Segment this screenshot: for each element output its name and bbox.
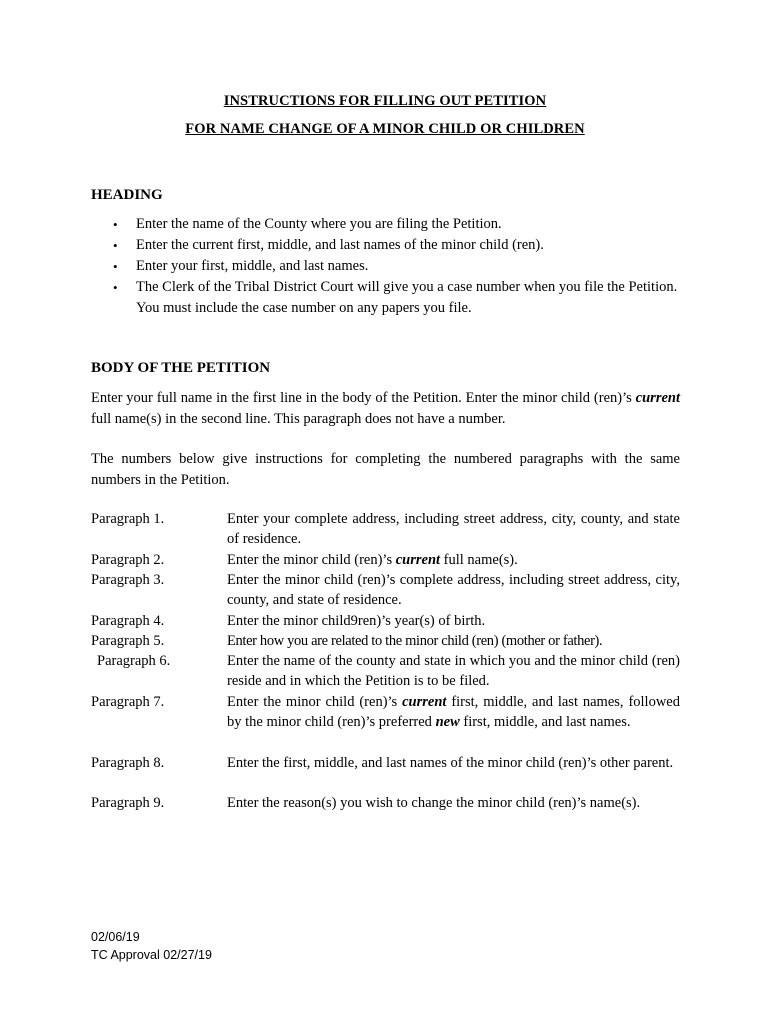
bullet-icon: • [113, 259, 118, 274]
paragraph-instruction: Enter the minor child9ren)’s year(s) of birth. [227, 612, 486, 629]
paragraph-label: Paragraph 3. [91, 571, 165, 588]
footer-approval: TC Approval 02/27/19 [91, 948, 212, 962]
paragraph-label: Paragraph 1. [91, 511, 165, 527]
body-section-title: BODY OF THE PETITION [91, 360, 271, 376]
paragraph-instruction-middle: first, middle, and last names, followed by the minor child (ren)’s preferred [227, 693, 680, 730]
document-title-line-1: INSTRUCTIONS FOR FILLING OUT PETITION [223, 93, 547, 109]
paragraph-instruction: Enter how you are related to the minor child (ren) (mother or father). [227, 632, 603, 649]
list-item-text: Enter your first, middle, and last names. [136, 258, 369, 274]
paragraph-label: Paragraph 2. [91, 551, 165, 568]
paragraph-label: Paragraph 8. [91, 754, 165, 771]
list-item-text: Enter the current first, middle, and last names of the minor child (ren). [136, 237, 544, 253]
heading-section-title: HEADING [91, 187, 163, 203]
document-title-line-2: FOR NAME CHANGE OF A MINOR CHILD OR CHILDREN [185, 121, 585, 137]
paragraph-instruction-emphasis-new: new [435, 713, 460, 730]
bullet-icon: • [113, 238, 118, 253]
bullet-icon: • [113, 217, 118, 232]
bullet-icon: • [113, 280, 118, 295]
body-intro-paragraph [91, 388, 680, 429]
paragraph-instruction-end: first, middle, and last names. [459, 713, 631, 730]
paragraph-instruction-end: full name(s). [440, 551, 518, 568]
paragraph-instruction-start: Enter the minor child (ren)’s [227, 693, 403, 710]
paragraph-label: Paragraph 5. [91, 632, 165, 649]
paragraph-label: Paragraph 4. [91, 612, 165, 629]
body-intro-emphasis: current [635, 390, 680, 406]
list-item [91, 235, 681, 256]
body-intro-text-start: Enter your full name in the first line in the body of the Petition. Enter the minor child (ren)’s [91, 390, 636, 406]
heading-instructions-list [91, 214, 681, 319]
paragraph-instruction [227, 550, 680, 570]
footer-date: 02/06/19 [91, 930, 140, 944]
paragraph-instruction: Enter your complete address, including street address, city, county, and state of residence. [227, 511, 680, 548]
paragraph-instruction-emphasis: current [395, 551, 441, 568]
paragraph-label: Paragraph 7. [91, 693, 165, 710]
paragraph-label: Paragraph 9. [91, 795, 165, 812]
list-item [91, 277, 681, 319]
paragraph-label: Paragraph 6. [97, 653, 171, 670]
paragraph-instruction-start: Enter the minor child (ren)’s [227, 551, 396, 568]
paragraph-instruction: Enter the name of the county and state in which you and the minor child (ren) reside and in which the Petition is to be filed. [227, 653, 680, 690]
list-item [91, 214, 681, 235]
paragraph-instruction: Enter the first, middle, and last names of the minor child (ren)’s other parent. [227, 754, 674, 771]
paragraph-instruction: Enter the minor child (ren)’s complete address, including street address, city, county, and state of residence. [227, 571, 680, 609]
list-item-text: Enter the name of the County where you are filing the Petition. [136, 216, 502, 232]
document-footer [91, 928, 212, 964]
numbered-paragraphs-intro: The numbers below give instructions for completing the numbered paragraphs with the same numbers in the Petition. [91, 451, 680, 488]
body-intro-text-end: full name(s) in the second line. This paragraph does not have a number. [91, 410, 506, 427]
paragraph-instruction: Enter the reason(s) you wish to change the minor child (ren)’s name(s). [227, 795, 641, 812]
list-item-text: The Clerk of the Tribal District Court will give you a case number when you file the Petition. You must include the case number on any papers you file. [136, 279, 678, 316]
paragraph-instruction-emphasis: current [402, 693, 447, 710]
paragraph-instruction [227, 692, 680, 733]
list-item [91, 256, 681, 277]
